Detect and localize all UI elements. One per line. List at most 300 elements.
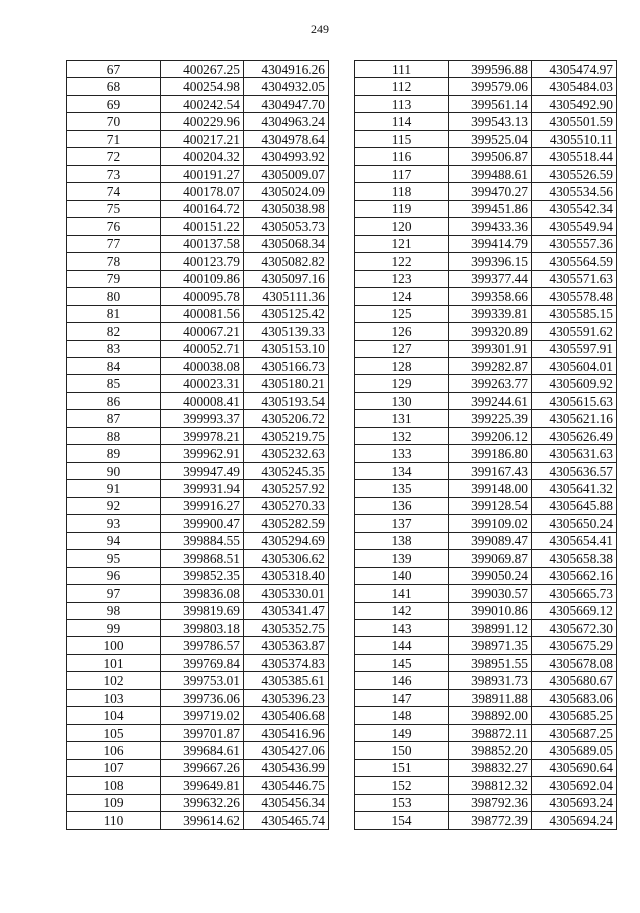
point-number-cell: 124 [355,288,449,305]
point-number-cell: 104 [67,707,161,724]
y-coordinate-cell: 4305585.15 [532,305,617,322]
table-row [67,759,329,776]
x-coordinate-cell: 399109.02 [449,515,532,532]
y-coordinate-cell: 4305180.21 [244,375,329,392]
table-row [355,235,617,252]
point-number-cell: 106 [67,742,161,759]
x-coordinate-cell: 400081.56 [161,305,244,322]
table-row [355,61,617,78]
point-number-cell: 74 [67,183,161,200]
point-number-cell: 80 [67,288,161,305]
table-row [67,375,329,392]
point-number-cell: 117 [355,165,449,182]
y-coordinate-cell: 4305578.48 [532,288,617,305]
point-number-cell: 151 [355,759,449,776]
x-coordinate-cell: 398892.00 [449,707,532,724]
y-coordinate-cell: 4305038.98 [244,200,329,217]
point-number-cell: 136 [355,497,449,514]
y-coordinate-cell: 4305206.72 [244,410,329,427]
x-coordinate-cell: 398991.12 [449,620,532,637]
y-coordinate-cell: 4305542.34 [532,200,617,217]
x-coordinate-cell: 399244.61 [449,392,532,409]
y-coordinate-cell: 4305501.59 [532,113,617,130]
table-row [355,567,617,584]
x-coordinate-cell: 398951.55 [449,654,532,671]
x-coordinate-cell: 399561.14 [449,95,532,112]
point-number-cell: 113 [355,95,449,112]
x-coordinate-cell: 399736.06 [161,689,244,706]
point-number-cell: 108 [67,777,161,794]
x-coordinate-cell: 399632.26 [161,794,244,811]
table-row [355,357,617,374]
x-coordinate-cell: 399206.12 [449,427,532,444]
table-row [355,724,617,741]
coordinates-table-right [354,60,617,830]
table-row [355,497,617,514]
x-coordinate-cell: 399649.81 [161,777,244,794]
x-coordinate-cell: 399030.57 [449,585,532,602]
y-coordinate-cell: 4305416.96 [244,724,329,741]
table-row [67,462,329,479]
x-coordinate-cell: 399186.80 [449,445,532,462]
point-number-cell: 126 [355,323,449,340]
x-coordinate-cell: 400229.96 [161,113,244,130]
y-coordinate-cell: 4305456.34 [244,794,329,811]
point-number-cell: 127 [355,340,449,357]
y-coordinate-cell: 4304978.64 [244,130,329,147]
x-coordinate-cell: 399753.01 [161,672,244,689]
x-coordinate-cell: 399089.47 [449,532,532,549]
y-coordinate-cell: 4305009.07 [244,165,329,182]
point-number-cell: 121 [355,235,449,252]
point-number-cell: 95 [67,550,161,567]
x-coordinate-cell: 398852.20 [449,742,532,759]
point-number-cell: 89 [67,445,161,462]
point-number-cell: 122 [355,253,449,270]
x-coordinate-cell: 399377.44 [449,270,532,287]
y-coordinate-cell: 4305374.83 [244,654,329,671]
table-row [355,777,617,794]
y-coordinate-cell: 4305591.62 [532,323,617,340]
x-coordinate-cell: 399525.04 [449,130,532,147]
point-number-cell: 79 [67,270,161,287]
x-coordinate-cell: 399947.49 [161,462,244,479]
y-coordinate-cell: 4305053.73 [244,218,329,235]
x-coordinate-cell: 400067.21 [161,323,244,340]
x-coordinate-cell: 400191.27 [161,165,244,182]
x-coordinate-cell: 399451.86 [449,200,532,217]
table-row [355,445,617,462]
y-coordinate-cell: 4304916.26 [244,61,329,78]
x-coordinate-cell: 399282.87 [449,357,532,374]
table-row [67,794,329,811]
x-coordinate-cell: 399614.62 [161,812,244,829]
point-number-cell: 125 [355,305,449,322]
table-row [67,357,329,374]
x-coordinate-cell: 399050.24 [449,567,532,584]
y-coordinate-cell: 4305650.24 [532,515,617,532]
point-number-cell: 96 [67,567,161,584]
y-coordinate-cell: 4305641.32 [532,480,617,497]
table-row [67,323,329,340]
point-number-cell: 141 [355,585,449,602]
point-number-cell: 140 [355,567,449,584]
x-coordinate-cell: 399433.36 [449,218,532,235]
x-coordinate-cell: 399836.08 [161,585,244,602]
table-row [67,445,329,462]
y-coordinate-cell: 4305645.88 [532,497,617,514]
table-row [67,532,329,549]
point-number-cell: 110 [67,812,161,829]
y-coordinate-cell: 4305518.44 [532,148,617,165]
point-number-cell: 85 [67,375,161,392]
point-number-cell: 147 [355,689,449,706]
y-coordinate-cell: 4305474.97 [532,61,617,78]
y-coordinate-cell: 4305352.75 [244,620,329,637]
table-row [67,200,329,217]
x-coordinate-cell: 400137.58 [161,235,244,252]
table-row [355,585,617,602]
y-coordinate-cell: 4305363.87 [244,637,329,654]
table-row [67,637,329,654]
x-coordinate-cell: 399993.37 [161,410,244,427]
point-number-cell: 67 [67,61,161,78]
y-coordinate-cell: 4305564.59 [532,253,617,270]
x-coordinate-cell: 400242.54 [161,95,244,112]
table-row [355,200,617,217]
table-row [355,427,617,444]
x-coordinate-cell: 399684.61 [161,742,244,759]
point-number-cell: 98 [67,602,161,619]
table-row [67,550,329,567]
table-row [355,480,617,497]
x-coordinate-cell: 400123.79 [161,253,244,270]
x-coordinate-cell: 399701.87 [161,724,244,741]
x-coordinate-cell: 398772.39 [449,812,532,829]
y-coordinate-cell: 4305549.94 [532,218,617,235]
point-number-cell: 68 [67,78,161,95]
point-number-cell: 116 [355,148,449,165]
y-coordinate-cell: 4305446.75 [244,777,329,794]
table-row [355,794,617,811]
table-row [355,375,617,392]
table-row [67,480,329,497]
point-number-cell: 86 [67,392,161,409]
x-coordinate-cell: 399506.87 [449,148,532,165]
point-number-cell: 130 [355,392,449,409]
x-coordinate-cell: 398931.73 [449,672,532,689]
x-coordinate-cell: 399931.94 [161,480,244,497]
table-row [355,78,617,95]
table-row [67,724,329,741]
point-number-cell: 111 [355,61,449,78]
table-row [67,288,329,305]
table-row [67,602,329,619]
point-number-cell: 82 [67,323,161,340]
point-number-cell: 94 [67,532,161,549]
table-row [67,61,329,78]
point-number-cell: 109 [67,794,161,811]
point-number-cell: 101 [67,654,161,671]
point-number-cell: 114 [355,113,449,130]
x-coordinate-cell: 399069.87 [449,550,532,567]
table-row [67,672,329,689]
x-coordinate-cell: 398872.11 [449,724,532,741]
point-number-cell: 145 [355,654,449,671]
x-coordinate-cell: 400008.41 [161,392,244,409]
y-coordinate-cell: 4305232.63 [244,445,329,462]
y-coordinate-cell: 4305257.92 [244,480,329,497]
table-row [355,95,617,112]
y-coordinate-cell: 4305683.06 [532,689,617,706]
y-coordinate-cell: 4305125.42 [244,305,329,322]
table-row [355,305,617,322]
point-number-cell: 131 [355,410,449,427]
x-coordinate-cell: 399128.54 [449,497,532,514]
y-coordinate-cell: 4305694.24 [532,812,617,829]
x-coordinate-cell: 399900.47 [161,515,244,532]
table-row [67,253,329,270]
point-number-cell: 132 [355,427,449,444]
y-coordinate-cell: 4305282.59 [244,515,329,532]
x-coordinate-cell: 399719.02 [161,707,244,724]
point-number-cell: 143 [355,620,449,637]
point-number-cell: 133 [355,445,449,462]
table-row [355,218,617,235]
table-row [67,148,329,165]
x-coordinate-cell: 400095.78 [161,288,244,305]
x-coordinate-cell: 399884.55 [161,532,244,549]
point-number-cell: 128 [355,357,449,374]
x-coordinate-cell: 398792.36 [449,794,532,811]
x-coordinate-cell: 400204.32 [161,148,244,165]
table-row [67,585,329,602]
point-number-cell: 139 [355,550,449,567]
point-number-cell: 83 [67,340,161,357]
point-number-cell: 119 [355,200,449,217]
y-coordinate-cell: 4305024.09 [244,183,329,200]
point-number-cell: 81 [67,305,161,322]
y-coordinate-cell: 4305492.90 [532,95,617,112]
x-coordinate-cell: 400164.72 [161,200,244,217]
page-number: 249 [311,22,329,36]
y-coordinate-cell: 4305526.59 [532,165,617,182]
y-coordinate-cell: 4304963.24 [244,113,329,130]
point-number-cell: 92 [67,497,161,514]
point-number-cell: 146 [355,672,449,689]
x-coordinate-cell: 399263.77 [449,375,532,392]
table-row [355,759,617,776]
y-coordinate-cell: 4305675.29 [532,637,617,654]
table-row [355,270,617,287]
point-number-cell: 129 [355,375,449,392]
table-row [355,410,617,427]
point-number-cell: 97 [67,585,161,602]
point-number-cell: 100 [67,637,161,654]
x-coordinate-cell: 400217.21 [161,130,244,147]
point-number-cell: 149 [355,724,449,741]
x-coordinate-cell: 400038.08 [161,357,244,374]
x-coordinate-cell: 399301.91 [449,340,532,357]
y-coordinate-cell: 4305687.25 [532,724,617,741]
x-coordinate-cell: 399667.26 [161,759,244,776]
table-row [355,462,617,479]
x-coordinate-cell: 399225.39 [449,410,532,427]
point-number-cell: 135 [355,480,449,497]
point-number-cell: 77 [67,235,161,252]
x-coordinate-cell: 399916.27 [161,497,244,514]
point-number-cell: 90 [67,462,161,479]
table-row [355,812,617,829]
x-coordinate-cell: 399488.61 [449,165,532,182]
point-number-cell: 138 [355,532,449,549]
y-coordinate-cell: 4305510.11 [532,130,617,147]
y-coordinate-cell: 4305665.73 [532,585,617,602]
point-number-cell: 134 [355,462,449,479]
point-number-cell: 99 [67,620,161,637]
table-row [67,78,329,95]
x-coordinate-cell: 400254.98 [161,78,244,95]
x-coordinate-cell: 399543.13 [449,113,532,130]
table-row [355,515,617,532]
x-coordinate-cell: 399339.81 [449,305,532,322]
table-row [355,602,617,619]
table-row [355,288,617,305]
table-row [355,165,617,182]
point-number-cell: 88 [67,427,161,444]
y-coordinate-cell: 4305662.16 [532,567,617,584]
y-coordinate-cell: 4305465.74 [244,812,329,829]
table-row [67,567,329,584]
y-coordinate-cell: 4305615.63 [532,392,617,409]
point-number-cell: 91 [67,480,161,497]
table-row [67,218,329,235]
y-coordinate-cell: 4305571.63 [532,270,617,287]
y-coordinate-cell: 4305631.63 [532,445,617,462]
y-coordinate-cell: 4305658.38 [532,550,617,567]
table-row [67,235,329,252]
x-coordinate-cell: 398832.27 [449,759,532,776]
table-row [355,742,617,759]
table-row [67,270,329,287]
y-coordinate-cell: 4305690.64 [532,759,617,776]
x-coordinate-cell: 400178.07 [161,183,244,200]
point-number-cell: 103 [67,689,161,706]
y-coordinate-cell: 4305068.34 [244,235,329,252]
table-row [355,113,617,130]
x-coordinate-cell: 399320.89 [449,323,532,340]
point-number-cell: 71 [67,130,161,147]
y-coordinate-cell: 4305692.04 [532,777,617,794]
coordinates-table-left [66,60,329,830]
table-row [355,620,617,637]
point-number-cell: 150 [355,742,449,759]
table-row [67,130,329,147]
y-coordinate-cell: 4305270.33 [244,497,329,514]
point-number-cell: 70 [67,113,161,130]
point-number-cell: 118 [355,183,449,200]
x-coordinate-cell: 400052.71 [161,340,244,357]
y-coordinate-cell: 4305693.24 [532,794,617,811]
table-row [67,777,329,794]
x-coordinate-cell: 399852.35 [161,567,244,584]
point-number-cell: 87 [67,410,161,427]
y-coordinate-cell: 4305111.36 [244,288,329,305]
table-row [67,392,329,409]
y-coordinate-cell: 4305626.49 [532,427,617,444]
point-number-cell: 73 [67,165,161,182]
y-coordinate-cell: 4305082.82 [244,253,329,270]
table-row [67,707,329,724]
point-number-cell: 72 [67,148,161,165]
y-coordinate-cell: 4304947.70 [244,95,329,112]
y-coordinate-cell: 4305669.12 [532,602,617,619]
table-row [67,812,329,829]
table-row [67,410,329,427]
table-row [67,654,329,671]
y-coordinate-cell: 4305219.75 [244,427,329,444]
point-number-cell: 102 [67,672,161,689]
table-row [355,654,617,671]
y-coordinate-cell: 4305341.47 [244,602,329,619]
x-coordinate-cell: 399470.27 [449,183,532,200]
table-row [355,672,617,689]
x-coordinate-cell: 398911.88 [449,689,532,706]
point-number-cell: 153 [355,794,449,811]
x-coordinate-cell: 399803.18 [161,620,244,637]
table-row [67,340,329,357]
table-row [67,742,329,759]
table-row [355,323,617,340]
table-row [67,620,329,637]
y-coordinate-cell: 4305318.40 [244,567,329,584]
table-row [67,183,329,200]
y-coordinate-cell: 4305306.62 [244,550,329,567]
x-coordinate-cell: 399396.15 [449,253,532,270]
y-coordinate-cell: 4305680.67 [532,672,617,689]
point-number-cell: 115 [355,130,449,147]
point-number-cell: 144 [355,637,449,654]
x-coordinate-cell: 399786.57 [161,637,244,654]
y-coordinate-cell: 4305406.68 [244,707,329,724]
point-number-cell: 142 [355,602,449,619]
y-coordinate-cell: 4305597.91 [532,340,617,357]
point-number-cell: 137 [355,515,449,532]
x-coordinate-cell: 400023.31 [161,375,244,392]
y-coordinate-cell: 4305685.25 [532,707,617,724]
point-number-cell: 107 [67,759,161,776]
point-number-cell: 152 [355,777,449,794]
y-coordinate-cell: 4305139.33 [244,323,329,340]
x-coordinate-cell: 399414.79 [449,235,532,252]
y-coordinate-cell: 4305294.69 [244,532,329,549]
table-row [67,113,329,130]
table-row [67,305,329,322]
table-row [355,637,617,654]
x-coordinate-cell: 399167.43 [449,462,532,479]
point-number-cell: 78 [67,253,161,270]
y-coordinate-cell: 4305689.05 [532,742,617,759]
y-coordinate-cell: 4305153.10 [244,340,329,357]
x-coordinate-cell: 399819.69 [161,602,244,619]
y-coordinate-cell: 4304932.05 [244,78,329,95]
y-coordinate-cell: 4305245.35 [244,462,329,479]
point-number-cell: 120 [355,218,449,235]
y-coordinate-cell: 4305654.41 [532,532,617,549]
x-coordinate-cell: 399962.91 [161,445,244,462]
y-coordinate-cell: 4305385.61 [244,672,329,689]
point-number-cell: 123 [355,270,449,287]
